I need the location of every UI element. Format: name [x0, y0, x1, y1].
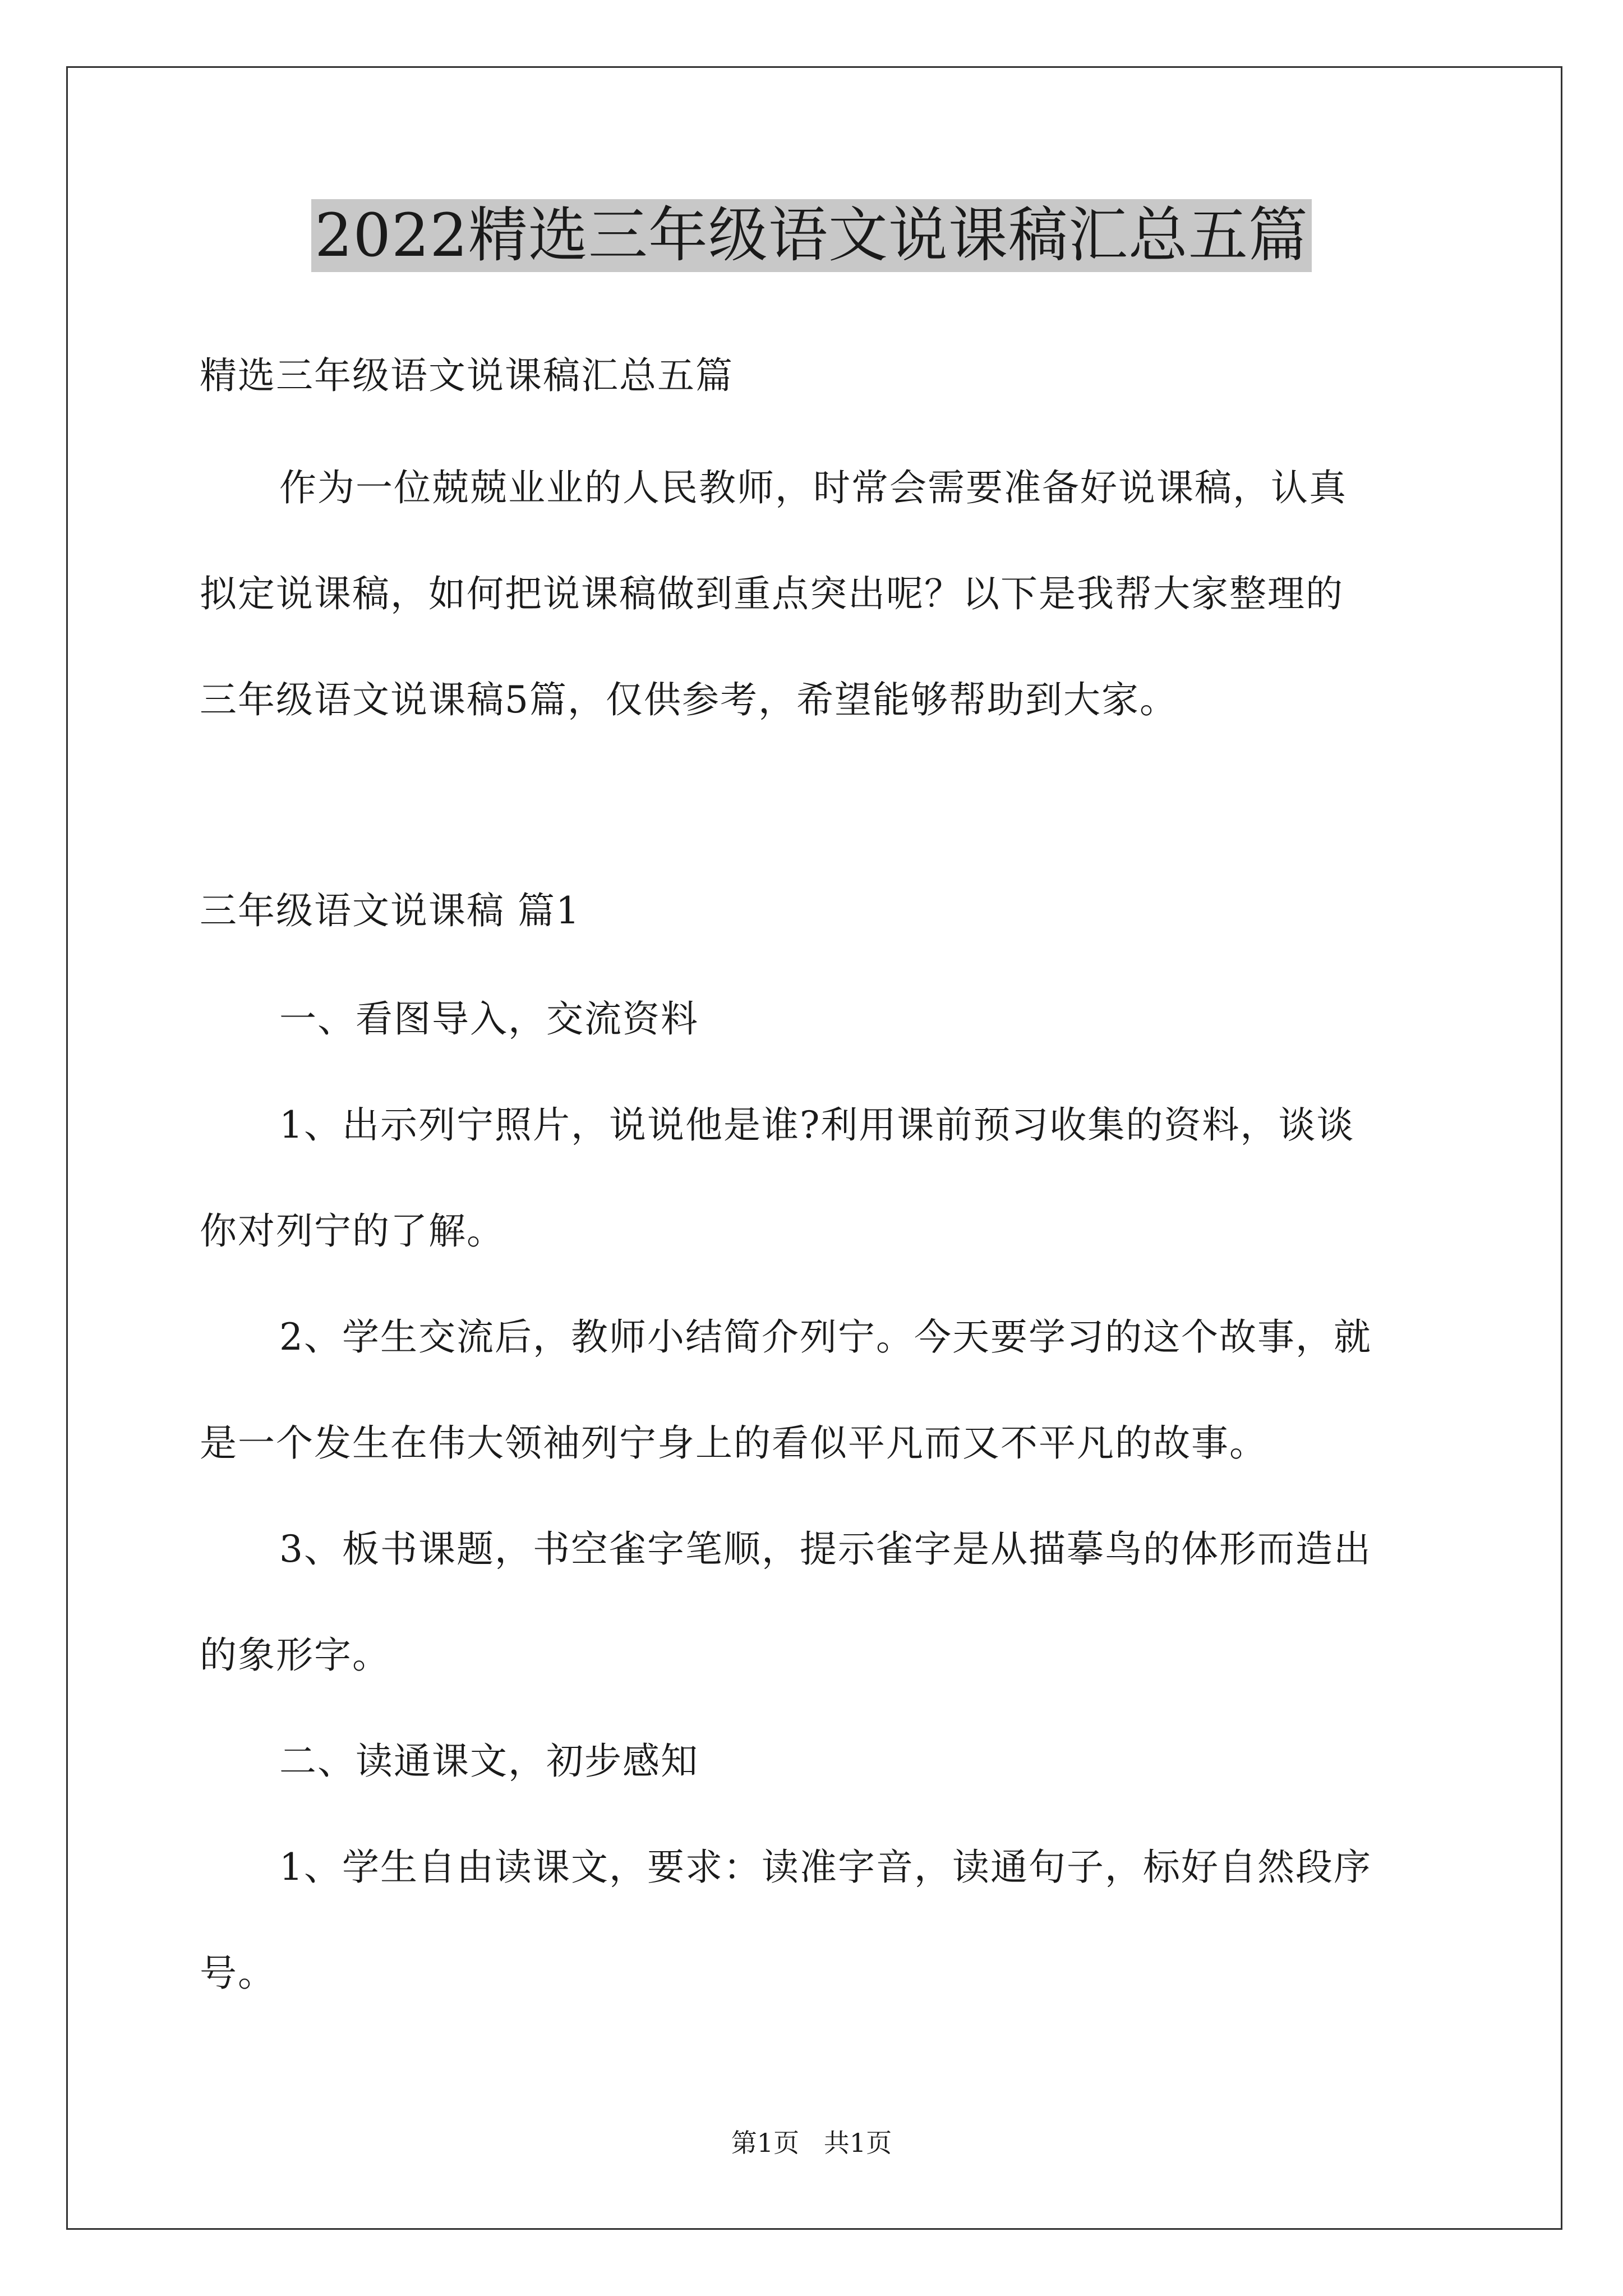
subtitle-line: 精选三年级语文说课稿汇总五篇 — [200, 354, 734, 397]
section-heading: 三年级语文说课稿 篇1 — [200, 889, 580, 932]
page-footer: 第1页 共1页 — [731, 2128, 892, 2158]
paragraph-line: 是一个发生在伟大领袖列宁身上的看似平凡而又不平凡的故事。 — [200, 1421, 1267, 1465]
paragraph-line: 二、读通课文，初步感知 — [279, 1740, 699, 1783]
paragraph-line: 拟定说课稿，如何把说课稿做到重点突出呢？以下是我帮大家整理的 — [200, 572, 1344, 615]
title-container — [0, 199, 1623, 272]
paragraph-line: 2、学生交流后，教师小结简介列宁。今天要学习的这个故事，就 — [279, 1315, 1372, 1359]
paragraph-line: 三年级语文说课稿5篇，仅供参考，希望能够帮助到大家。 — [200, 678, 1178, 721]
paragraph-line: 作为一位兢兢业业的人民教师，时常会需要准备好说课稿，认真 — [279, 466, 1347, 509]
paragraph-line: 1、学生自由读课文，要求：读准字音，读通句子，标好自然段序 — [279, 1846, 1372, 1889]
paragraph-line: 号。 — [200, 1952, 276, 1995]
paragraph-line: 3、板书课题，书空雀字笔顺，提示雀字是从描摹鸟的体形而造出 — [279, 1527, 1372, 1571]
paragraph-line: 1、出示列宁照片，说说他是谁?利用课前预习收集的资料，谈谈 — [279, 1103, 1355, 1147]
document-title: 2022精选三年级语文说课稿汇总五篇 — [311, 199, 1312, 272]
paragraph-line: 你对列宁的了解。 — [200, 1209, 505, 1253]
paragraph-line: 的象形字。 — [200, 1634, 390, 1677]
paragraph-line: 一、看图导入，交流资料 — [279, 997, 699, 1041]
